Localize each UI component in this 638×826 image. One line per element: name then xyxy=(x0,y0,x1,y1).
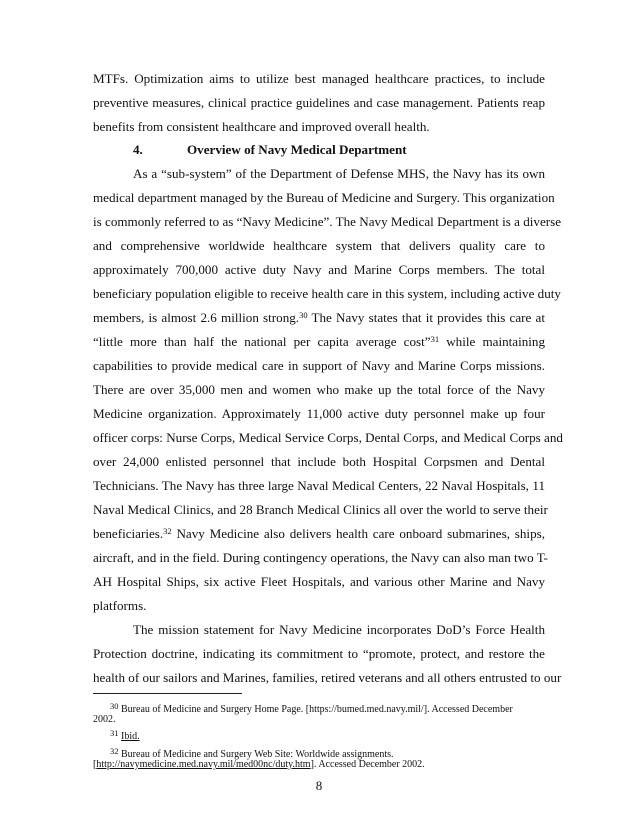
footnote-marker: 30 xyxy=(110,701,119,711)
body-line: and comprehensive worldwide healthcare system that delivers quality care to xyxy=(93,238,545,253)
footnote-ref-31[interactable]: 31 xyxy=(430,334,440,344)
footnote-link[interactable]: http://navymedicine.med.navy.mil/med00nc/duty.htm xyxy=(96,759,311,770)
text-run: while maintaining xyxy=(439,334,545,349)
body-line: As a “sub-system” of the Department of Defense MHS, the Navy has its own xyxy=(133,166,545,181)
body-line: is commonly referred to as “Navy Medicine”. The Navy Medical Department is a diverse xyxy=(93,214,562,229)
body-line xyxy=(93,526,545,542)
footnote-ref-30[interactable]: 30 xyxy=(299,310,308,320)
text-run: The Navy states that it provides this care at xyxy=(307,310,545,325)
body-line: MTFs. Optimization aims to utilize best managed healthcare practices, to include xyxy=(93,71,545,86)
body-line: Naval Medical Clinics, and 28 Branch Medical Clinics all over the world to serve their xyxy=(93,502,548,517)
body-line: The mission statement for Navy Medicine incorporates DoD’s Force Health xyxy=(133,622,545,637)
body-line: over 24,000 enlisted personnel that include both Hospital Corpsmen and Dental xyxy=(93,454,545,469)
footnote-marker: 32 xyxy=(110,746,119,756)
footnote-text: Ibid. xyxy=(121,731,140,742)
body-line: officer corps: Nurse Corps, Medical Service Corps, Dental Corps, and Medical Corps and xyxy=(93,430,563,445)
footnote-30-continued: 2002. xyxy=(93,714,116,725)
body-line xyxy=(93,334,545,350)
footnote-separator xyxy=(93,693,242,694)
body-line: There are over 35,000 men and women who make up the total force of the Navy xyxy=(93,382,545,397)
footnote-text: Bureau of Medicine and Surgery Web Site: Worldwide assignments. xyxy=(121,749,394,760)
body-line: Medicine organization. Approximately 11,000 active duty personnel make up four xyxy=(93,406,545,421)
footnote-ref-32[interactable]: 32 xyxy=(163,526,172,536)
body-line: capabilities to provide medical care in support of Navy and Marine Corps missions. xyxy=(93,358,545,373)
body-line: Protection doctrine, indicating its commitment to “promote, protect, and restore the xyxy=(93,646,545,661)
text-run: “little more than half the national per capita average cost” xyxy=(93,334,431,349)
body-line: aircraft, and in the field. During contingency operations, the Navy can also man two T- xyxy=(93,550,548,565)
body-line: benefits from consistent healthcare and improved overall health. xyxy=(93,119,430,134)
body-line: beneficiary population eligible to receive health care in this system, including active duty xyxy=(93,286,561,301)
body-line: Technicians. The Navy has three large Naval Medical Centers, 22 Naval Hospitals, 11 xyxy=(93,478,545,493)
footnote-30 xyxy=(110,700,513,716)
text-run: Navy Medicine also delivers health care onboard submarines, ships, xyxy=(171,526,545,541)
footnote-marker: 31 xyxy=(110,728,119,738)
footnote-31 xyxy=(110,727,140,743)
bracket-open: [ xyxy=(93,759,97,770)
body-line: platforms. xyxy=(93,598,147,613)
footnote-text: Bureau of Medicine and Surgery Home Page. [https://bumed.med.navy.mil/]. Accessed December xyxy=(121,704,513,715)
body-line: approximately 700,000 active duty Navy and Marine Corps members. The total xyxy=(93,262,545,277)
section-title: Overview of Navy Medical Department xyxy=(187,142,407,157)
body-line: medical department managed by the Bureau of Medicine and Surgery. This organization xyxy=(93,190,555,205)
text-run: beneficiaries. xyxy=(93,526,164,541)
footnote-access-text: ]. Accessed December 2002. xyxy=(310,759,425,770)
body-line: AH Hospital Ships, six active Fleet Hospitals, and various other Marine and Navy xyxy=(93,574,545,589)
body-line xyxy=(93,310,545,326)
page-number: 8 xyxy=(315,778,323,793)
body-line: preventive measures, clinical practice guidelines and case management. Patients reap xyxy=(93,95,545,110)
section-number: 4. xyxy=(133,142,143,157)
text-run: members, is almost 2.6 million strong. xyxy=(93,310,300,325)
body-line: health of our sailors and Marines, families, retired veterans and all others entrusted to our xyxy=(93,670,562,685)
section-heading xyxy=(133,142,407,158)
footnote-32-continued xyxy=(93,758,425,771)
